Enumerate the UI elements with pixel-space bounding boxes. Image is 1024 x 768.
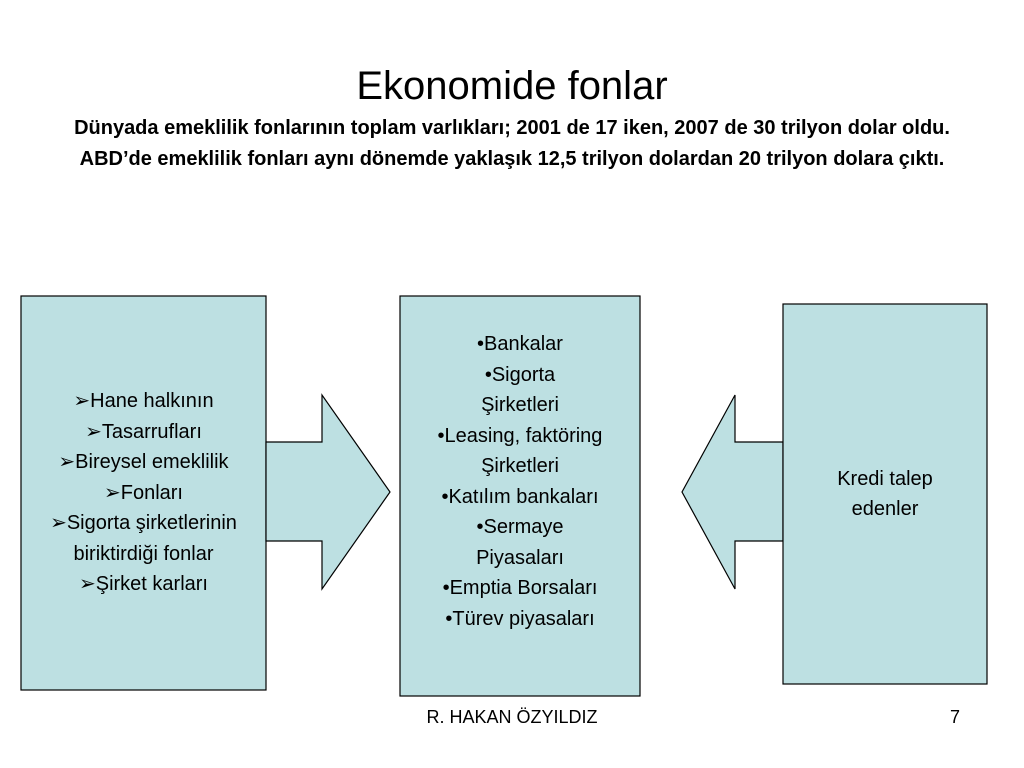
- footer-author: R. HAKAN ÖZYILDIZ: [426, 707, 598, 727]
- middle-box-line: •Katılım bankaları: [441, 485, 599, 508]
- left-box-line: biriktirdiği fonlar: [73, 542, 214, 565]
- middle-box-line: •Türev piyasaları: [445, 607, 595, 630]
- right-box-line: Kredi talep: [837, 467, 933, 490]
- page-number: 7: [949, 707, 960, 727]
- right-arrow: [266, 395, 390, 589]
- left-box-line: ➢Şirket karları: [78, 573, 208, 596]
- slide-title: Ekonomide fonlar: [356, 64, 668, 108]
- slide-subtitle: Dünyada emeklilik fonlarının toplam varlıkları; 2001 de 17 iken, 2007 de 30 trilyon dolar oldu. ABD’de emeklilik fonları aynı dönemde yaklaşık 12,5 trilyon dolardan 20 trilyon dolara çıktı.: [74, 117, 950, 170]
- middle-box-line: •Emptia Borsaları: [442, 577, 598, 599]
- right-box-line: edenler: [851, 498, 919, 520]
- middle-box-line: •Bankalar: [477, 333, 563, 355]
- left-box-line: ➢Tasarrufları: [85, 420, 202, 443]
- middle-box-line: Şirketleri: [481, 455, 559, 477]
- middle-box-line: Piyasaları: [476, 546, 564, 569]
- left-box-line: ➢Bireysel emeklilik: [58, 451, 229, 474]
- left-box-text: [21, 296, 266, 690]
- left-box-line: ➢Hane halkının: [73, 390, 214, 413]
- left-box-line: ➢Sigorta şirketlerinin: [50, 512, 237, 535]
- left-box-line: ➢Fonları: [103, 481, 183, 504]
- middle-box-line: •Sermaye: [476, 516, 564, 538]
- left-arrow: [682, 395, 783, 589]
- right-box-text: [783, 304, 987, 684]
- middle-box-line: Şirketleri: [481, 394, 559, 416]
- middle-box-line: •Sigorta: [484, 363, 556, 386]
- middle-box-text: [400, 296, 640, 696]
- middle-box-line: •Leasing, faktöring: [437, 424, 603, 447]
